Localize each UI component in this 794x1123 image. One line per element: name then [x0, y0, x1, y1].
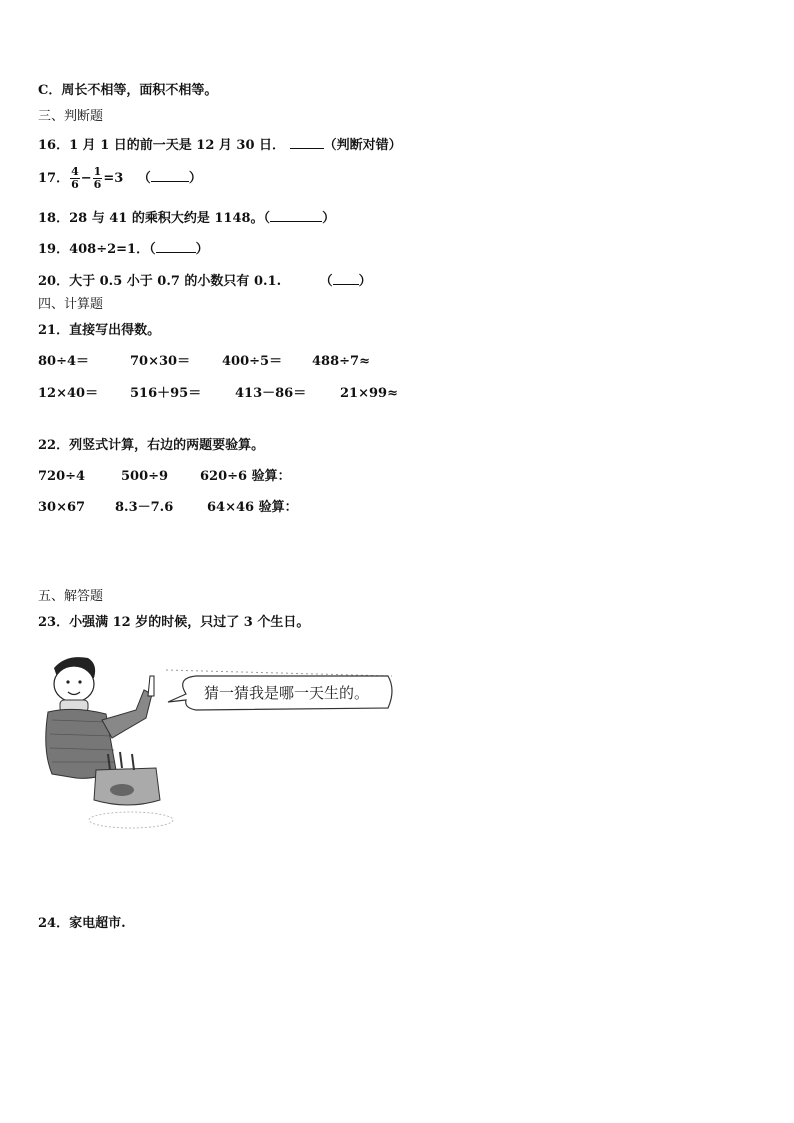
fraction-4-6	[70, 166, 80, 191]
fraction-denominator: 6	[71, 178, 79, 191]
answer-blank[interactable]	[151, 169, 189, 182]
section-heading-judgement: 三、判断题	[38, 109, 104, 124]
calc-item: 516＋95＝	[130, 386, 202, 401]
section-heading-word-problems: 五、解答题	[38, 589, 104, 604]
option-c: C．周长不相等，面积不相等。	[38, 83, 218, 98]
vertical-calc-item: 500÷9	[121, 469, 169, 484]
calc-item: 400÷5＝	[222, 354, 283, 369]
question-18	[38, 209, 335, 227]
paren-left: （	[137, 171, 151, 186]
question-number: 20．	[38, 274, 70, 289]
minus-sign: −	[80, 171, 92, 186]
question-text: 28 与 41 的乘积大约是 1148。（	[69, 211, 271, 226]
speech-bubble-text: 猜一猜我是哪一天生的。	[204, 684, 370, 702]
question-20	[38, 272, 372, 290]
paren-right: ）	[358, 274, 372, 289]
equation-result: =3	[103, 171, 124, 186]
vertical-calc-item: 30×67	[38, 500, 86, 515]
question-21-title: 21．直接写出得数。	[38, 323, 161, 338]
paren-right: ）	[322, 211, 336, 226]
fraction-numerator: 4	[71, 165, 79, 178]
vertical-calc-item: 620÷6 验算：	[200, 469, 291, 484]
answer-blank[interactable]	[270, 209, 322, 222]
calc-item: 80÷4＝	[38, 354, 90, 369]
section-heading-calculation: 四、计算题	[38, 297, 104, 312]
question-19	[38, 240, 209, 258]
question-text: 408÷2=1．（	[69, 242, 156, 257]
paren-right: ）	[188, 171, 202, 186]
calc-item: 488÷7≈	[312, 354, 370, 369]
answer-blank[interactable]	[290, 136, 324, 149]
question-number: 19．	[38, 242, 70, 257]
calc-item: 413－86＝	[235, 386, 307, 401]
question-number: 17．	[38, 171, 70, 186]
vertical-calc-item: 720÷4	[38, 469, 86, 484]
answer-blank[interactable]	[333, 272, 359, 285]
fraction-1-6	[93, 166, 103, 191]
boy-with-birthday-cake-illustration	[36, 650, 396, 840]
question-24-title: 24．家电超市.	[38, 916, 126, 931]
boy-illustration-svg	[36, 650, 396, 840]
paren-left: （	[319, 274, 333, 289]
calc-item: 21×99≈	[340, 386, 398, 401]
question-22-title: 22．列竖式计算，右边的两题要验算。	[38, 438, 265, 453]
question-16	[38, 136, 402, 154]
answer-blank[interactable]	[156, 240, 196, 253]
fraction-denominator: 6	[93, 178, 102, 191]
question-number: 18．	[38, 211, 70, 226]
question-text: 1 月 1 日的前一天是 12 月 30 日．	[69, 138, 286, 153]
calc-item: 12×40＝	[38, 386, 99, 401]
question-number: 16．	[38, 138, 70, 153]
calc-item: 70×30＝	[130, 354, 191, 369]
question-17	[38, 166, 202, 191]
fraction-numerator: 1	[93, 165, 102, 178]
question-23-title: 23．小强满 12 岁的时候，只过了 3 个生日。	[38, 615, 310, 630]
vertical-calc-item: 8.3－7.6	[115, 500, 174, 515]
question-text: 大于 0.5 小于 0.7 的小数只有 0.1.	[69, 274, 282, 289]
question-hint: （判断对错）	[323, 138, 402, 153]
vertical-calc-item: 64×46 验算：	[207, 500, 298, 515]
paren-right: ）	[195, 242, 209, 257]
